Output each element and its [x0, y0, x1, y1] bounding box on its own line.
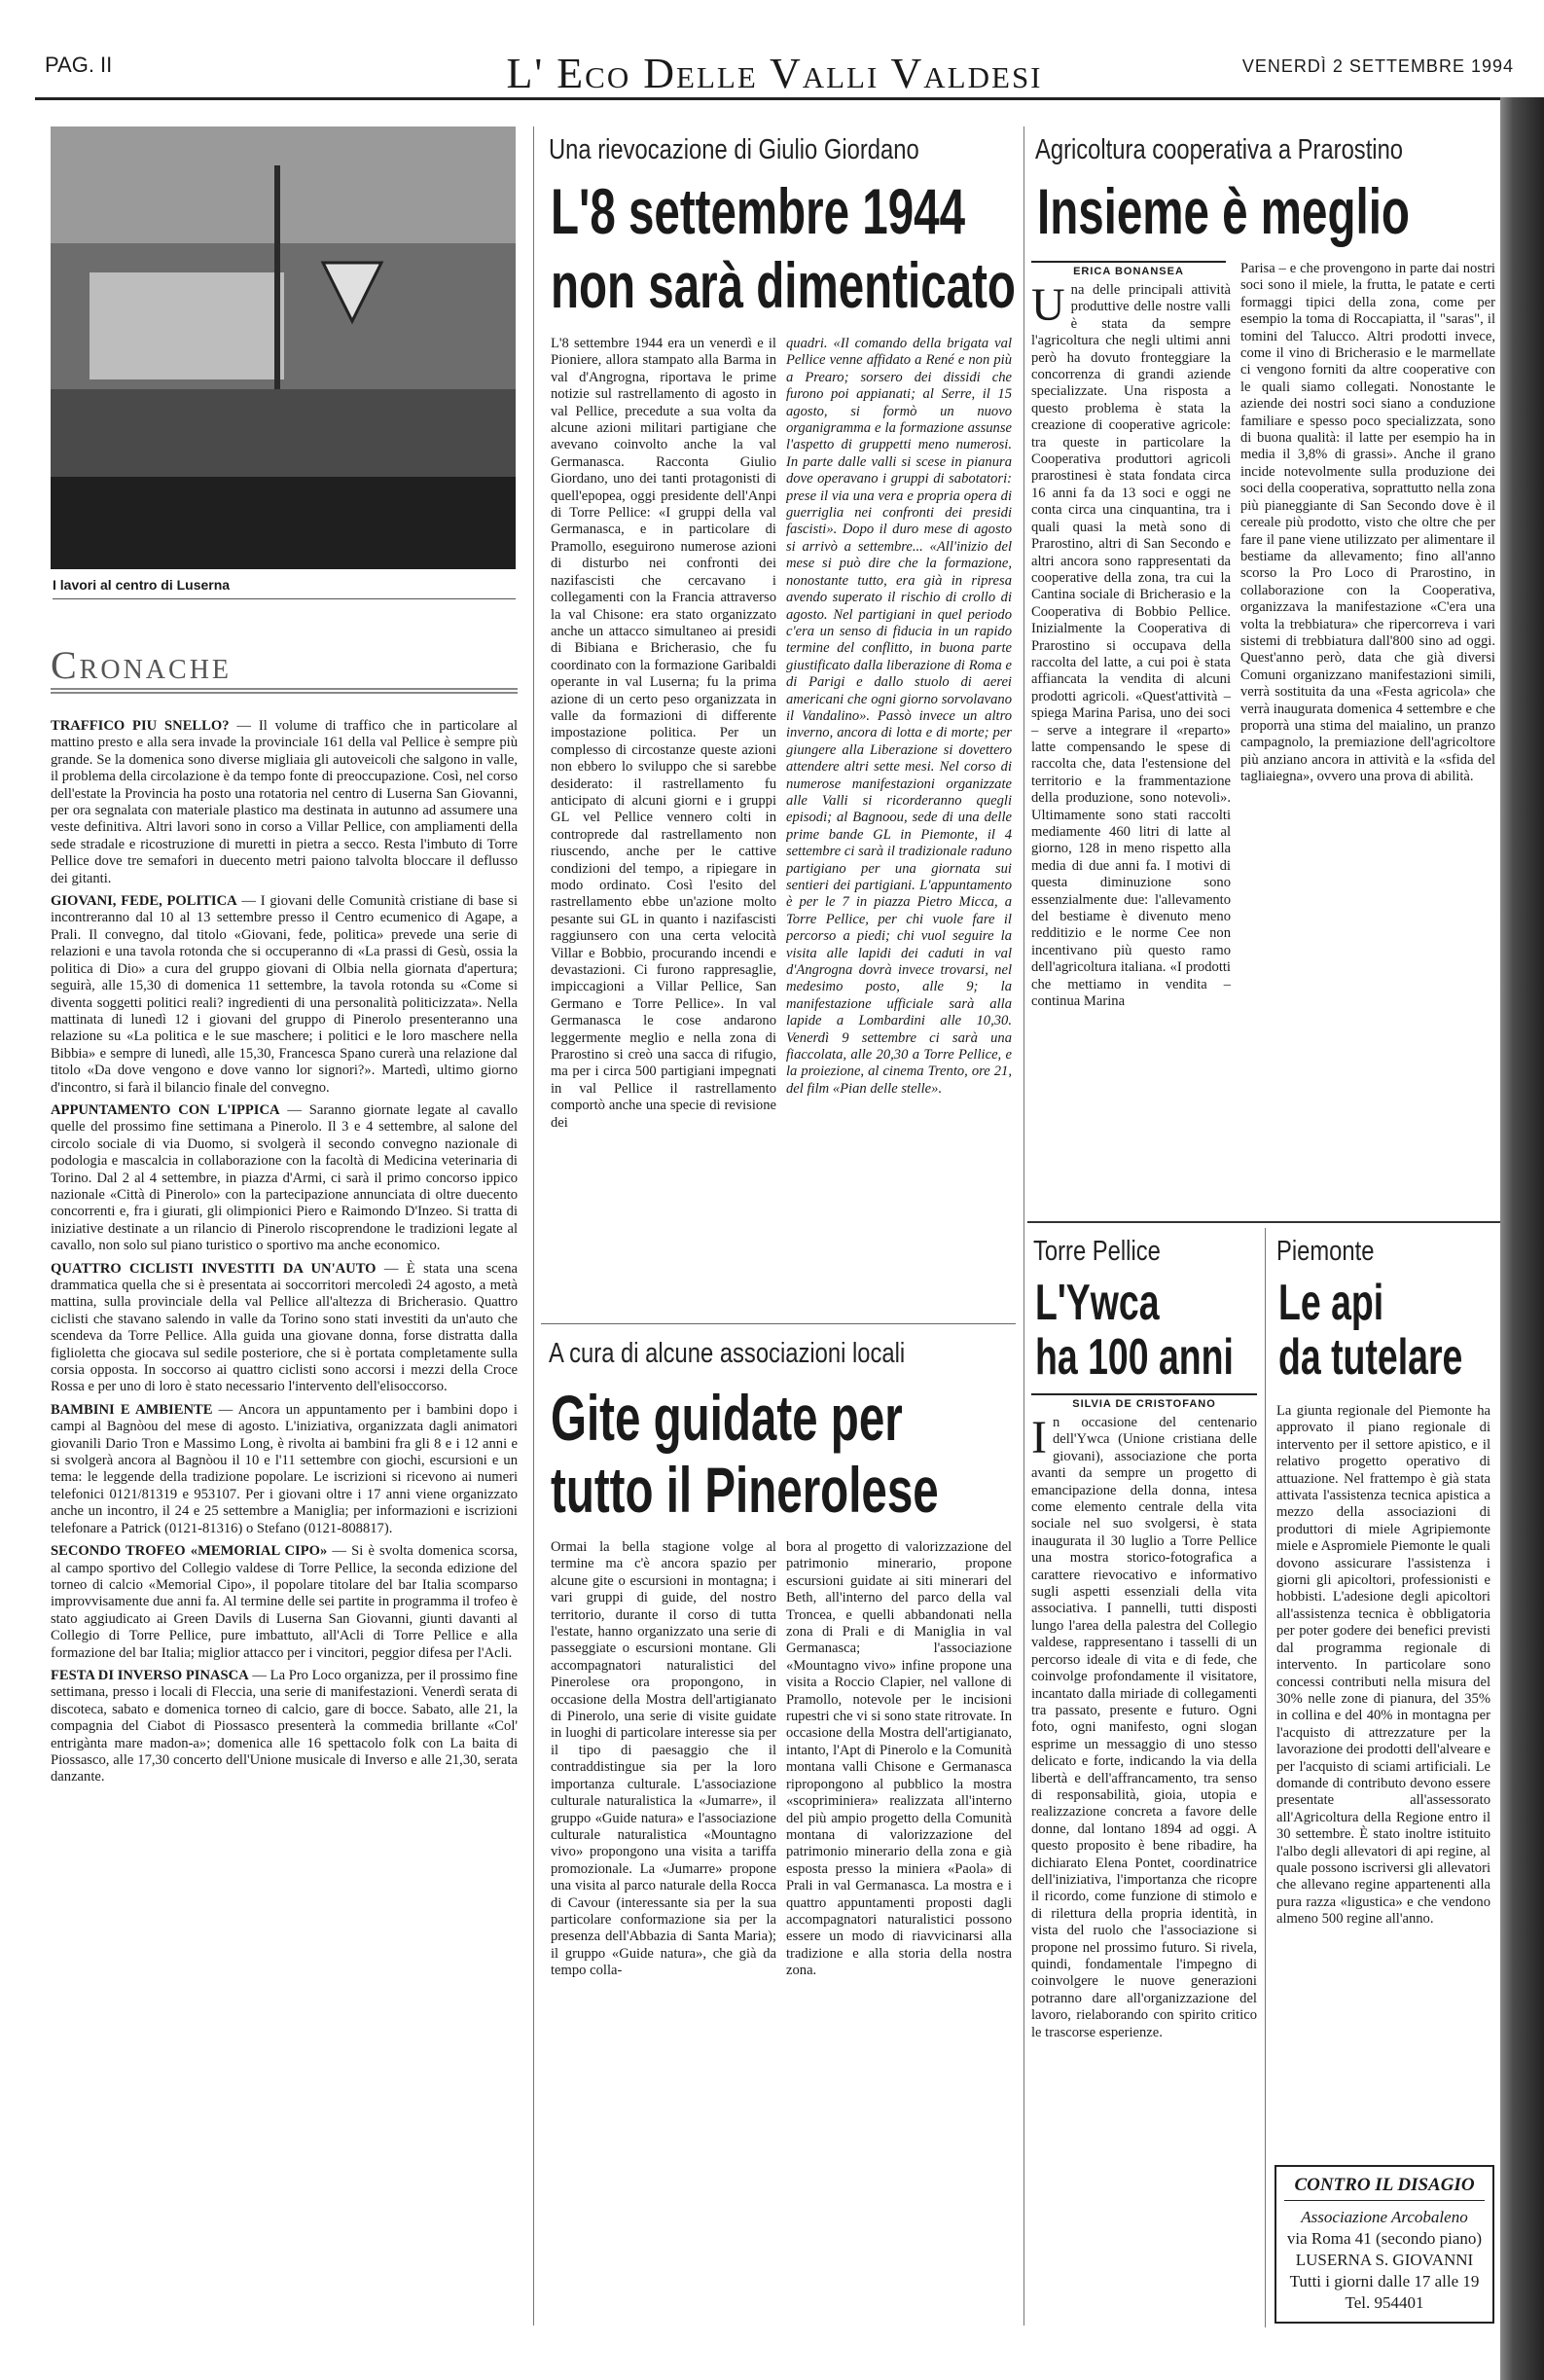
article-headline: non sarà dimenticato	[551, 249, 1016, 321]
article-column: Ormai la bella stagione volge al termine ma c'è ancora spazio per alcune gite o escursioni in montagna; i vari gruppi di guide, del nostro territorio, durante il corso di tutta l'estate, hanno organizzato una serie di passeggiate o escursioni montane. Gli accompagnatori naturalistici del Pinerolese ora propongono, in occasione della Mostra dell'artigianato di Pinerolo, una serie di visite guidate in luoghi di particolare interesse sia per il tipo di paesaggio che il contraddistingue sia per la loro importanza culturale. L'associazione culturale naturalistica la «Jumarre», il gruppo «Guide natura» e l'associazione culturale naturalistica «Mountagno vivo» propongono una visita a tariffa promozionale. La «Jumarre» propone una visita al parco naturale della Rocca di Cavour (interessante sia per la sua particolare conformazione sia per la presenza dell'Abbazia di Santa Maria); il gruppo «Guide natura», che già da tempo colla-	[551, 1539, 776, 1979]
drop-cap: U	[1031, 282, 1065, 331]
news-item: SECONDO TROFEO «MEMORIAL CIPO» — Si è svolta domenica scorsa, al campo sportivo del Collegio valdese di Torre Pellice, la seconda edizione del torneo di calcio «Memorial Cipo», il popolare titolare del bar Italia scomparso improvvisamente due anni fa. Al termine delle sei partite in programma il trofeo è stato aggiudicato ai Green Davils di Luserna San Giovanni, giunti davanti al Collegio di Torre Pellice, pure imbattuto, all'Acli di Torre Pellice e alla formazione del bar Italia; miglior attacco per i vincitori, peggior difesa per l'Acli.	[51, 1543, 518, 1661]
column-divider	[1265, 1228, 1266, 2327]
article-headline: Gite guidate per	[551, 1382, 903, 1454]
article-kicker: Una rievocazione di Giulio Giordano	[549, 134, 919, 165]
box-title: CONTRO IL DISAGIO	[1284, 2175, 1485, 2201]
article-headline: L'Ywca	[1035, 1275, 1160, 1331]
news-item: APPUNTAMENTO CON L'IPPICA — Saranno giornate legate al cavallo quelle del prossimo fine settimana a Pinerolo. Il 3 e 4 settembre, al salone del circolo sociale di via Duomo, si svolgerà il secondo convegno nazionale di podologia e mascalcia in collaborazione con la facoltà di Medicina veterinaria di Torino. Dal 2 al 4 settembre, in piazza d'Armi, ci sarà il primo concorso ippico nazionale «Città di Pinerolo» con la partecipazione annunciata di oltre duecento concorrenti e, fra i giurati, gli olimpionici Piero e Raimondo D'Inzeo. Si tratta di iniziative destinate a un rilancio di Pinerolo riscoprendone le tradizioni legate al cavallo, non solo sul piano turistico o sportivo ma anche economico.	[51, 1101, 518, 1254]
news-item: GIOVANI, FEDE, POLITICA — I giovani delle Comunità cristiane di base si incontreranno dal 10 al 13 settembre presso il Centro ecumenico di Agape, a Prali. Il convegno, dal titolo «Giovani, fede, politica» prevede una serie di relazioni e una tavola rotonda che si occuperanno di «La prassi di Gesù, ossia la politica di Dio» a cura del gruppo giovani di Olbia nella giornata d'apertura; seguirà, alle 15,30 di domenica 11 settembre, la tavola rotonda su «Come si diventa soggetti politici reali? ingredienti di una personalità politicizzata». Nella mattinata di lunedì 12 i giovani del gruppo di Pinerolo presenteranno una relazione su «La politica e le sue maschere; i politici e le loro maschere nella Bibbia» e sempre di lunedì, alle 15,30, Francesca Spano curerà una relazione dal titolo «Da dove vengono e dove vanno lor signori?». Martedì, ultimo giorno d'incontro, si farà il bilancio finale del convegno.	[51, 893, 518, 1096]
article-headline: da tutelare	[1278, 1329, 1463, 1386]
article-kicker: Piemonte	[1276, 1236, 1375, 1267]
page-number: PAG. II	[45, 53, 113, 77]
box-line: LUSERNA S. GIOVANNI	[1295, 2251, 1474, 2269]
box-line: via Roma 41 (secondo piano)	[1286, 2229, 1483, 2248]
box-line: Associazione Arcobaleno	[1301, 2208, 1468, 2226]
article-column: Una delle principali attività produttive delle nostre valli è stata da sempre l'agricoltura che negli ultimi anni però ha dovuto fronteggiare la concorrenza di grandi aziende specializzate. Una risposta a questo problema è stata la creazione di cooperative agricole: tra queste in particolare la Cooperativa produttori agricoli prarostinesi è stata fondata circa 16 anni fa da 13 soci e oggi ne conta circa una cinquantina, tra i quali quasi la metà sono di Prarostino, altri di San Secondo e altri ancora sono rappresentati da cooperative della zona, tra cui la Cantina sociale di Bricherasio e la Cooperativa di Bobbio Pellice. Inizialmente la Cooperativa di Prarostino si occupava della raccolta del latte, a cui poi è stata affiancata la vendita di alcuni prodotti agricoli. «Quest'attività – spiega Marina Parisa, uno dei soci – serve a integrare il «reparto» latte compensando le spese di raccolta che, data l'estensione del territorio e la frammentazione della produzione, sono notevoli». Ultimamente sono stati raccolti mediamente 460 litri di latte al giorno, 128 in meno rispetto alla media di due anni fa. I motivi di questa diminuzione sono essenzialmente due: l'allevamento del bestiame è divenuto meno redditizio e le norme Cee non incentivano più questo ramo dell'agricoltura italiana. «I prodotti che mettiamo in vendita – continua Marina	[1031, 282, 1231, 1010]
article-headline: tutto il Pinerolese	[551, 1454, 939, 1526]
newspaper-title: L' Eco Delle Valli Valdesi	[506, 50, 1043, 97]
news-photo	[51, 126, 516, 569]
masthead	[35, 47, 1514, 100]
news-item: FESTA DI INVERSO PINASCA — La Pro Loco organizza, per il prossimo fine settimana, presso i locali di Fleccia, una serie di manifestazioni. Venerdì serata di discoteca, sabato e domenica torneo di calcio, gare di bocce. Sabato, alle 21, la compagnia del Ciabot di Piossasco presenterà la commedia brillante «Col' entrigànta mare madon-a»; domenica alle 16 spettacolo folk con La baita di Piossasco, alle 17,30 concerto dell'Unione musicale di Inverso e alle 21,30, serata danzante.	[51, 1667, 518, 1785]
article-column: Parisa – e che provengono in parte dai nostri soci sono il miele, la frutta, le patate e certi formaggi tipici della zona, come per esempio la toma di Roccapiatta, il "saras", il tomini del Talucco. Altri prodotti invece, come il vino di Bricherasio e le marmellate ci vengono forniti da altre cooperative con le quali siamo collegati. Nonostante le aziende dei nostri soci siano a conduzione familiare e spesso poco specializzata, sono di buona qualità: il latte per esempio ha in media il 3,8% di grassi». Anche il grano incide notevolmente sulla produzione dei soci della cooperativa, soprattutto nella zona più pianeggiante di San Secondo dove è il cereale più prodotto, visto che oltre che per fare il pane viene utilizzato per alimentare il bestiame da allevamento; fino all'anno scorso la Pro Loco di Prarostino, in collaborazione con la Cooperativa, organizzava la manifestazione «C'era una volta la trebbiatura» che ripercorreva i vari sistemi di trebbiatura dall'800 sino ad oggi. Quest'anno però, data che già diversi Comuni organizzano manifestazioni simili, verrà sostituita da una «Festa agricola» che verrà inaugurata domenica 4 settembre e che proporrà una stima del maialino, un pranzo campagnolo, la premiazione dell'agricoltore più anziano ancora in attività e la «sfida del tagliaiegna», ovvero una prova di abilità.	[1240, 261, 1495, 785]
news-item: TRAFFICO PIU SNELLO? — Il volume di traffico che in particolare al mattino presto e alla sera invade la provinciale 161 della val Pellice è sempre più grande. Se la domenica sono diverse migliaia gli autoveicoli che salgono in valle, il problema della circolazione è da tempo fonte di preoccupazione. Così, nel corso dell'estate la Provincia ha posto una rotatoria nel centro di Luserna San Giovanni, per ora segnalata con materiale plastico ma destinata in autunno ad assumere una veste definitiva. Altri lavori sono in corso a Villar Pellice, con ampliamenti della sede stradale e ricostruzione di muretti in pietra a secco. Resta l'imbuto di Torre Pellice dove tre semafori in duecento metri paiono talvolta bloccare il deflusso dei gitanti.	[51, 718, 518, 886]
divider	[1027, 1221, 1504, 1223]
article-column: L'8 settembre 1944 era un venerdì e il Pioniere, allora stampato alla Barma in val d'Angrogna, riportava le prime notizie sul rastrellamento di agosto in val Pellice, precedute a sua volta da alcune azioni militari partigiane che avevano coinvolto anche la val Germanasca. Racconta Giulio Giordano, uno dei tanti protagonisti di quell'epopea, oggi presidente dell'Anpi di Torre Pellice: «I gruppi della val Germanasca, e in particolare di Pramollo, eseguirono numerose azioni di disturbo nei confronti dei nazifascisti che cercavano i collegamenti con la Francia attraverso la val Chisone: era stato organizzato anche un attacco simultaneo ai presidi di Bibiana e Bricherasio, che fu coordinato con la formazione Garibaldi operante in val Luserna; fu la prima azione di un certo peso organizzata in valle da formazioni di differente impostazione politica. Per un complesso di circostanze queste azioni non ebbero lo sviluppo che si sarebbe desiderato: il rastrellamento fu anticipato di alcuni giorni e i gruppi GL vel Pellice vennero colti in controprede dal rastrellamento non riuscendo, anche per le cattive condizioni del tempo, a ripiegare in modo ordinato. Così l'esito del rastrellamento ebbe un'azione molto pesante sui GL in quanto i nazifascisti raggiunsero con una certa velocità Villar e Bobbio, procurando incendi e devastazioni. Ci furono rappresaglie, impiccagioni a Villar Pellice, San Germano e Torre Pellice». In val Germanasca le cose andarono leggermente meglio e nella zona di Prarostino si creò una sacca di rifugio, ma per i circa 500 partigiani impegnati in val Pellice il rastrellamento comportò anche una specie di revisione dei	[551, 336, 776, 1131]
column-divider	[1023, 126, 1024, 2326]
article-kicker: Torre Pellice	[1033, 1236, 1161, 1267]
issue-date: VENERDÌ 2 SETTEMBRE 1994	[1241, 56, 1514, 76]
article-headline: L'8 settembre 1944	[551, 175, 966, 247]
box-line: Tutti i giorni dalle 17 alle 19	[1289, 2272, 1480, 2290]
article-kicker: Agricoltura cooperativa a Prarostino	[1035, 134, 1404, 165]
article-kicker: A cura di alcune associazioni locali	[549, 1338, 906, 1369]
article-column: La giunta regionale del Piemonte ha approvato il piano regionale di intervento per il settore apistico, e il relativo progetto operativo di attuazione. Nel frattempo è già stata attivata l'assistenza tecnica apistica a mezzo della associazioni di produttori di miele Agripiemonte miele e Aspromiele Piemonte le quali dovono assicurare l'assistenza i giorni gli apicoltori, professionisti e hobbisti. L'adesione degli apicoltori all'assistenza tecnica è obbligatoria per poter godere dei benefici previsti dal programma regionale di intervento. In particolare sono concessi contributi nella misura del 30% nelle zone di pianura, del 35% in collina e del 40% in montagna per l'acquisto di attrezzature per la lavorazione dei prodotti dell'alveare e per l'acquisto di sciami artificiali. Le domande di contributo devono essere presentate all'assessorato all'Agricoltura della Regione entro il 30 settembre. È stato inoltre istituito l'albo degli allevatori di api regine, al quale possono iscriversi gli allevatori che allevano regine appartenenti alla pura razza «ligustica» e che vendono almeno 500 regine all'anno.	[1276, 1403, 1490, 1928]
byline: SILVIA DE CRISTOFANO	[1031, 1393, 1257, 1410]
adjacent-page-edge	[1500, 97, 1544, 2380]
column-divider	[533, 126, 534, 2326]
photo-caption: I lavori al centro di Luserna	[53, 577, 516, 599]
street-scene-image	[51, 126, 516, 569]
info-box	[1275, 2165, 1494, 2324]
divider	[541, 1323, 1016, 1324]
news-item: BAMBINI E AMBIENTE — Ancora un appuntamento per i bambini dopo i campi al Bagnòou del mese di agosto. L'iniziativa, organizzata dagli animatori giovanili Dario Tron e Massimo Long, è rivolta ai bambini fra gli 8 e i 12 anni e si svolgerà ancora al Bagnòou il 10 e l'11 settembre con giochi, escursioni e un tema: le leggende della tradizione popolare. Le iscrizioni si ricevono ai numeri telefonici 0121/81319 e 953107. Per i giovani oltre i 17 anni viene organizzato anche un incontro, il 24 e 25 settembre a Maniglia; per informazioni e iscrizioni telefonare a Patrick (0121-81316) o Stefano (0121-808817).	[51, 1401, 518, 1536]
article-column: quadri. «Il comando della brigata val Pellice venne affidato a René e non più a Prearo; sorsero dei dissidi che furono poi appianati; al Serre, il 15 agosto, si formò un nuovo organigramma e la formazione assunse l'aspetto di gruppetti meno numerosi. In parte dalle valli si scese in pianura dove operavano i gruppi di sabotatori: prese il via una vera e propria opera di guerriglia nei confronti dei presidi fascisti». Dopo il duro mese di agosto si arrivò a settembre... «All'inizio del mese si può dire che la formazione, nonostante tutto, era già in ripresa avendo superato il rischio di crollo di agosto. Nel partigiani in quel periodo c'era un senso di fiducia in un rapido termine del conflitto, in buona parte giustificato dalla liberazione di Roma e di Parigi e dallo stuolo di aerei americani che ogni giorno sorvolavano il Vandalino». Passò invece un altro inverno, ancora di lotta e di morte; per giungere alla Liberazione si dovettero attendere altri sette mesi. Nel corso di numerose manifestazioni organizzate alle Valli si ricorderanno quegli episodi; al Bagnoou, sede di una delle prime bande GL in Piemonte, il 4 settembre ci sarà il tradizionale raduno partigiano per una giornata sui sentieri dei partigiani. L'appuntamento è per le 7 in piazza Pietro Micca, a Torre Pellice, per chi vuole fare il percorso a piedi; chi vuol seguire la visita alle lapidi dei caduti in val d'Angrogna dovrà invece trovarsi, nel medesimo posto, alle 9; la manifestazione ufficiale sarà alla lapide a Lombardini alle 10,30. Venerdì 9 settembre ci sarà una fiaccolata, alle 20,30 a Torre Pellice, e la proiezione, al cinema Trento, ore 21, del film «Pian delle stelle».	[786, 336, 1012, 1097]
article-headline: Insieme è meglio	[1037, 175, 1410, 247]
box-line: Tel. 954401	[1345, 2293, 1424, 2312]
article-headline: Le api	[1278, 1275, 1384, 1331]
article-column: bora al progetto di valorizzazione del patrimonio minerario, propone escursioni guidate ai siti minerari del Beth, all'interno del parco della val Troncea, e quelli abbandonati nella zona di Prali e di Maniglia in val Germanasca; l'associazione «Mountagno vivo» infine propone una visita a Roccio Clapier, nel vallone di Pramollo, notevole per le incisioni rupestri che vi si sono state ritrovate. In occasione della Mostra dell'artigianato, intanto, l'Apt di Pinerolo e la Comunità montana valli Chisone e Germanasca ripropongono al pubblico la mostra «scopriminiera» realizzata all'interno del più ampio progetto della Comunità montana di valorizzazione del patrimonio minerario della zona e già esposta presso la miniera «Paola» di Prali in val Germanasca. La mostra e i quattro appuntamenti proposti dagli accompagnatori naturalistici possono essere un modo di riavvicinarsi alla tradizione e alla storia della nostra zona.	[786, 1539, 1012, 1979]
drop-cap: I	[1031, 1415, 1047, 1463]
article-headline: ha 100 anni	[1035, 1329, 1234, 1386]
article-column: In occasione del centenario dell'Ywca (Unione cristiana delle giovani), associazione che porta avanti da sempre un progetto di emancipazione della donna, intesa come elemento centrale della vita sociale nel suo svolgersi, è stata inaugurata il 30 luglio a Torre Pellice una mostra storico-fotografica a carattere rievocativo e informativo sugli aspetti essenziali della vita associativa. I pannelli, tutti disposti lungo l'area della palestra del Collegio valdese, rappresentano i tasselli di un percorso ideale di vita e di fede, che coinvolge profondamente il visitatore, incantato dalla miriade di collegamenti tra passato, presente e futuro. Ogni foto, ogni manifesto, ogni slogan esprime un messaggio di uno stesso delicato e forte, indicando la via della libertà e dell'affrancamento, tra senso di responsabilità, gioia, utopia e realizzazione concreta a favore delle donne, dal lontano 1894 ad oggi. A questo proposito è bene ribadire, ha dichiarato Elena Pontet, coordinatrice dell'iniziativa, l'importanza che ricopre il ricordo, come funzione di stimolo e di rilettura della propria identità, in vista del ruolo che l'associazione si propone nel prossimo futuro. Si rivela, quindi, fondamentale l'impegno di coinvolgere le nuove generazioni potranno dare all'organizzazione del lavoro, rielaborando con spirito critico le trascorse esperienze.	[1031, 1415, 1257, 2040]
news-item: QUATTRO CICLISTI INVESTITI DA UN'AUTO — È stata una scena drammatica quella che si è presentata ai soccorritori mercoledì 24 agosto, a metà mattina, sulla provinciale della val Pellice all'altezza di Bricherasio. Quattro ciclisti che stavano salendo in valle da Torino sono stati investiti da un'auto che scendeva da Torre Pellice. Alla guida una giovane donna, forse distratta dalla figlioletta che giocava sul sedile posteriore, che si è portata completamente sulla corsia opposta. In soccorso ai quattro ciclisti sono accorsi i mezzi della Croce Rossa e per uno di loro è stato necessario l'intervento dell'elisoccorso.	[51, 1260, 518, 1395]
section-title: Cronache	[51, 642, 518, 694]
cronache-column	[51, 718, 518, 2314]
byline: ERICA BONANSEA	[1031, 261, 1226, 277]
